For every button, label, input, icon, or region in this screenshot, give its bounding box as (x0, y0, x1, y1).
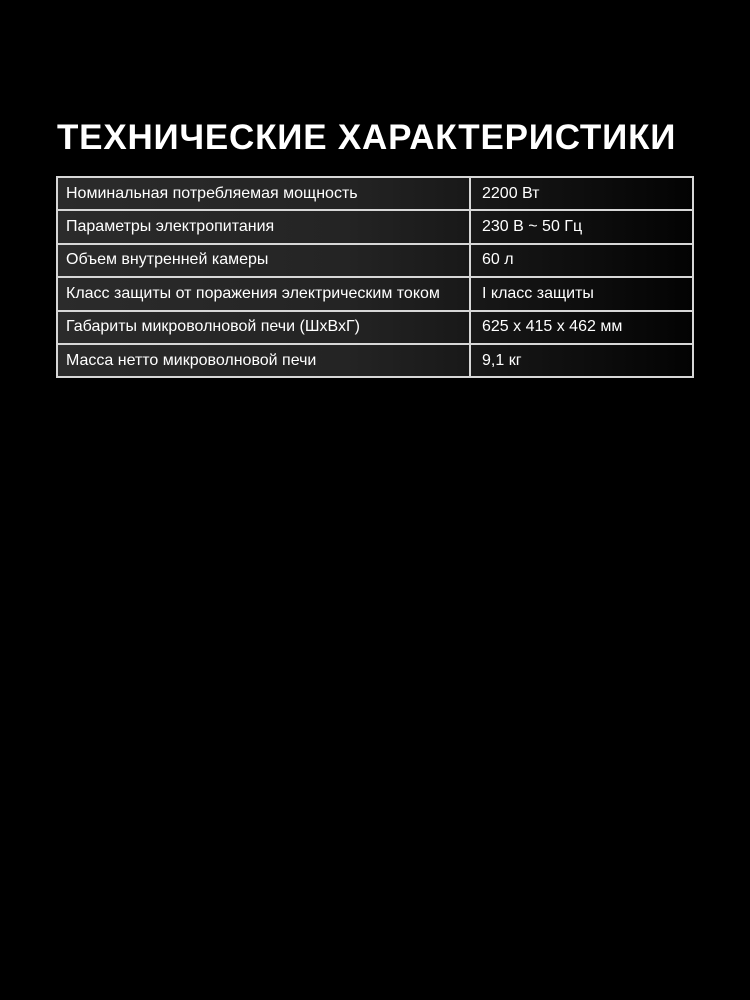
spec-value: 9,1 кг (482, 351, 522, 369)
spec-label: Номинальная потребляемая мощность (58, 178, 471, 209)
spec-table (56, 176, 694, 378)
table-row (58, 278, 692, 311)
spec-value: 2200 Вт (482, 184, 540, 202)
spec-value: 60 л (482, 251, 514, 269)
table-row (58, 178, 692, 211)
table-row (58, 345, 692, 376)
spec-label: Класс защиты от поражения электрическим током (58, 278, 471, 309)
page-title: ТЕХНИЧЕСКИЕ ХАРАКТЕРИСТИКИ (57, 118, 677, 157)
spec-label: Габариты микроволновой печи (ШхВхГ) (58, 312, 471, 343)
table-row (58, 245, 692, 278)
spec-value: I класс защиты (482, 284, 594, 302)
table-row (58, 211, 692, 244)
spec-value: 625 x 415 x 462 мм (482, 318, 623, 336)
table-row (58, 312, 692, 345)
spec-label: Параметры электропитания (58, 211, 471, 242)
spec-label: Объем внутренней камеры (58, 245, 471, 276)
spec-value: 230 В ~ 50 Гц (482, 218, 583, 236)
spec-label: Масса нетто микроволновой печи (58, 345, 471, 376)
